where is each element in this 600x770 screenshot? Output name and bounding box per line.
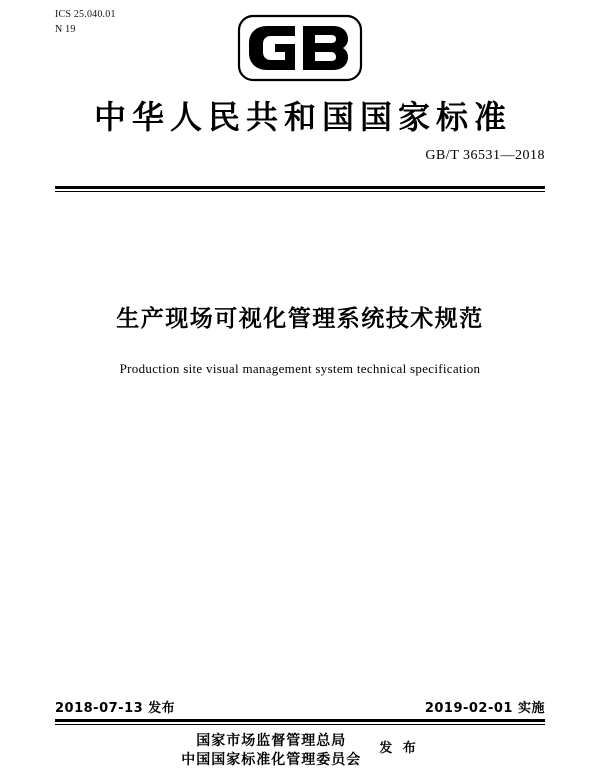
page-title: 中华人民共和国国家标准: [93, 98, 512, 136]
ccs-code: N 19: [55, 23, 76, 35]
ics-code: ICS 25.040.01: [55, 9, 116, 20]
issuer-line-1: 国家市场监督管理总局: [196, 733, 347, 749]
issuer-line-2: 中国国家标准化管理委员会: [181, 751, 362, 768]
implementation-date: 2019-02-01 实施: [424, 701, 545, 716]
issuer-block: [0, 732, 600, 770]
footer-rule-thick: [55, 719, 545, 722]
gb-emblem: [0, 12, 600, 84]
date-row: [55, 697, 545, 716]
subject-title-chinese: 生产现场可视化管理系统技术规范: [116, 306, 484, 332]
footer-rule-thin: [55, 724, 545, 725]
subject-title-english: Production site visual management system technical specification: [119, 361, 481, 376]
header-rule-thick: [55, 186, 545, 189]
issuer-action: 发 布: [379, 741, 419, 756]
standard-number: GB/T 36531—2018: [425, 148, 545, 163]
issue-date: 2018-07-13 发布: [55, 701, 176, 716]
issuer-names: [181, 732, 361, 770]
header-rule-thin: [55, 191, 545, 192]
